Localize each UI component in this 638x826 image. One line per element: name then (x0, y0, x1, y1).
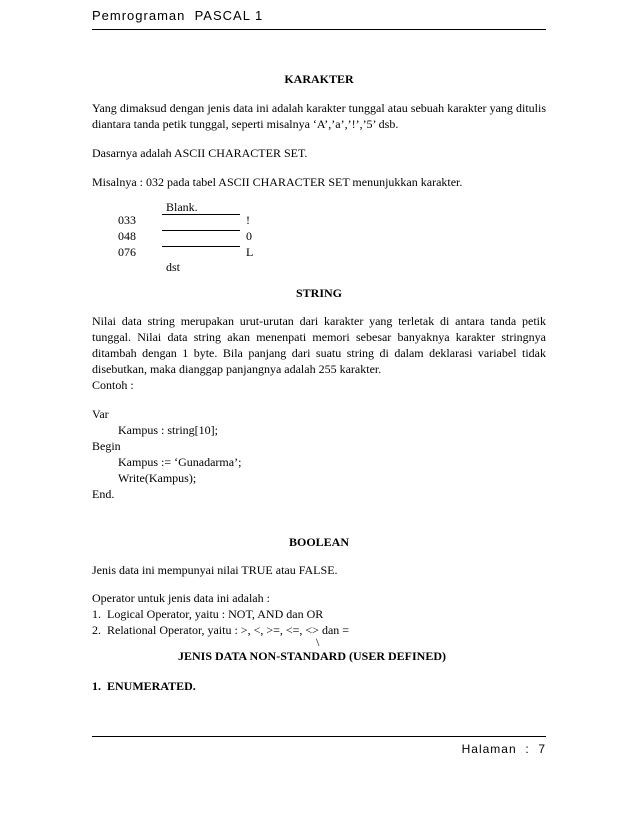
dst-label: dst (166, 260, 181, 274)
contoh-label: Contoh : (92, 378, 134, 392)
ascii-code: 076 (118, 245, 136, 259)
ascii-char: 0 (246, 229, 252, 243)
ascii-code: 033 (118, 213, 136, 227)
connector-line (162, 214, 240, 215)
operator-list-item: 2. Relational Operator, yaitu : >, <, >=, <=, <> dan = (92, 623, 350, 637)
backslash-mark: \ (316, 635, 320, 649)
code-line: Write(Kampus); (118, 471, 197, 485)
operator-list-item: 1. Logical Operator, yaitu : NOT, AND dan OR (92, 607, 324, 621)
string-heading: STRING (295, 286, 342, 300)
connector-line (162, 246, 240, 247)
karakter-paragraph-2: Dasarnya adalah ASCII CHARACTER SET. (92, 146, 308, 160)
page-number-label: Halaman : 7 (461, 742, 546, 756)
boolean-heading: BOOLEAN (288, 535, 349, 549)
ascii-char: L (246, 245, 254, 259)
page-header-title: Pemrograman PASCAL 1 (92, 8, 264, 23)
ascii-code: 048 (118, 229, 136, 243)
karakter-heading: KARAKTER (284, 72, 354, 86)
karakter-paragraph-1: Yang dimaksud dengan jenis data ini adalah karakter tunggal atau sebuah karakter yang ditulis diantara tanda petik tunggal, seperti misalnya ‘A’,’a’,’!’,’5’ dsb. (92, 101, 546, 131)
nonstandard-heading: JENIS DATA NON-STANDARD (USER DEFINED) (177, 649, 447, 663)
blank-label: Blank. (166, 200, 198, 214)
code-line: Kampus : string[10]; (118, 423, 218, 437)
code-line: Kampus := ‘Gunadarma’; (118, 455, 242, 469)
footer-rule (92, 736, 546, 737)
code-line: Var (92, 407, 109, 421)
ascii-char: ! (246, 213, 250, 227)
boolean-paragraph-2: Operator untuk jenis data ini adalah : (92, 591, 270, 605)
boolean-paragraph-1: Jenis data ini mempunyai nilai TRUE atau FALSE. (92, 563, 338, 577)
karakter-paragraph-3: Misalnya : 032 pada tabel ASCII CHARACTER SET menunjukkan karakter. (92, 175, 463, 189)
connector-line (162, 230, 240, 231)
code-line: End. (92, 487, 115, 501)
code-line: Begin (92, 439, 121, 453)
enumerated-subheading: 1. ENUMERATED. (92, 679, 196, 693)
string-paragraph: Nilai data string merupakan urut-urutan dari karakter yang terletak di antara tanda petik tunggal. Nilai data string akan menenpati memori sebesar banyaknya karakter stringnya ditambah dengan 1 byte. Bila panjang dari suatu string di dalam deklarasi variabel tidak disebutkan, maka dianggap panjangnya adalah 255 karakter. (92, 314, 546, 376)
header-rule (92, 29, 546, 30)
